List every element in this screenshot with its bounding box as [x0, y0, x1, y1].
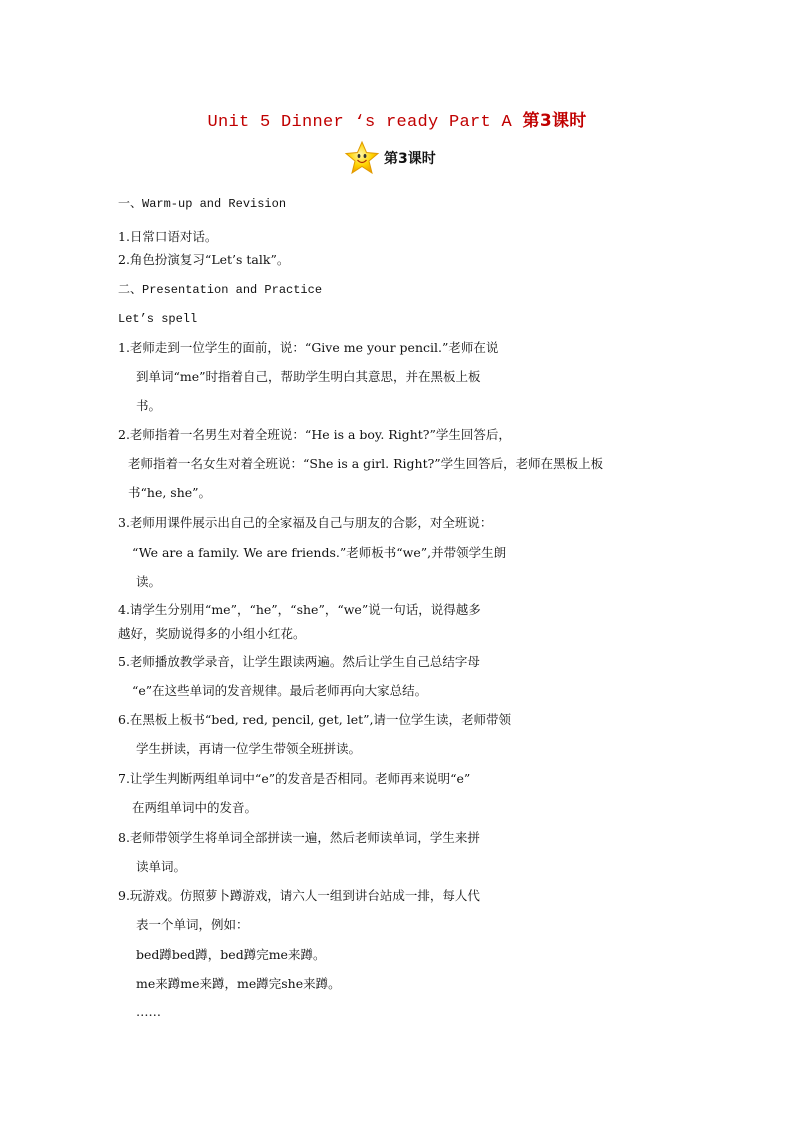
- document-title: [0, 106, 794, 132]
- text-line: 4.请学生分别用“me”，“he”，“she”，“we”说一句话，说得越多: [118, 602, 481, 617]
- text-line: 越好，奖励说得多的小组小红花。: [118, 626, 306, 641]
- smiling-star-icon: [344, 140, 380, 176]
- text-line: 表一个单词，例如：: [136, 917, 249, 932]
- text-line: bed蹲bed蹲，bed蹲完me来蹲。: [136, 947, 326, 962]
- text-line: Let’s spell: [118, 312, 198, 326]
- text-line: 1.日常口语对话。: [118, 229, 218, 244]
- text-line: 在两组单词中的发音。: [132, 800, 258, 815]
- text-line: 5.老师播放教学录音，让学生跟读两遍。然后让学生自己总结字母: [118, 654, 480, 669]
- text-line: 3.老师用课件展示出自己的全家福及自己与朋友的合影，对全班说：: [118, 515, 493, 530]
- text-line: 读。: [136, 574, 162, 589]
- section-heading: 一、Warm-up and Revision: [118, 197, 287, 211]
- text-line: 8.老师带领学生将单词全部拼读一遍，然后老师读单词，学生来拼: [118, 830, 480, 845]
- text-line: 老师指着一名女生对着全班说：“She is a girl. Right?”学生回答后，老师在黑板上板: [128, 456, 604, 471]
- text-line: me来蹲me来蹲，me蹲完she来蹲。: [136, 976, 341, 991]
- text-line: ……: [136, 1004, 161, 1019]
- lesson-subtitle: [344, 140, 436, 176]
- title-chinese: 第3课时: [522, 111, 587, 131]
- text-line: 书“he, she”。: [128, 485, 212, 500]
- text-line: 9.玩游戏。仿照萝卜蹲游戏，请六人一组到讲台站成一排，每人代: [118, 888, 480, 903]
- text-line: 2.老师指着一名男生对着全班说：“He is a boy. Right?”学生回答后，: [118, 427, 511, 442]
- text-line: 1.老师走到一位学生的面前，说：“Give me your pencil.”老师在说: [118, 340, 499, 355]
- text-line: “We are a family. We are friends.”老师板书“we”,并带领学生朗: [132, 545, 507, 560]
- text-line: 读单词。: [136, 859, 187, 874]
- title-english: Unit 5 Dinner ‘s ready Part A: [207, 113, 512, 132]
- text-line: 学生拼读，再请一位学生带领全班拼读。: [136, 741, 362, 756]
- subtitle-text: 第3课时: [384, 151, 436, 167]
- section-heading: 二、Presentation and Practice: [118, 283, 323, 297]
- text-line: “e”在这些单词的发音规律。最后老师再向大家总结。: [132, 683, 428, 698]
- text-line: 2.角色扮演复习“Let’s talk”。: [118, 252, 290, 267]
- text-line: 到单词“me”时指着自己，帮助学生明白其意思，并在黑板上板: [136, 369, 481, 384]
- text-line: 书。: [136, 398, 162, 413]
- text-line: 6.在黑板上板书“bed, red, pencil, get, let”,请一位学生读，老师带领: [118, 712, 512, 727]
- text-line: 7.让学生判断两组单词中“e”的发音是否相同。老师再来说明“e”: [118, 771, 471, 786]
